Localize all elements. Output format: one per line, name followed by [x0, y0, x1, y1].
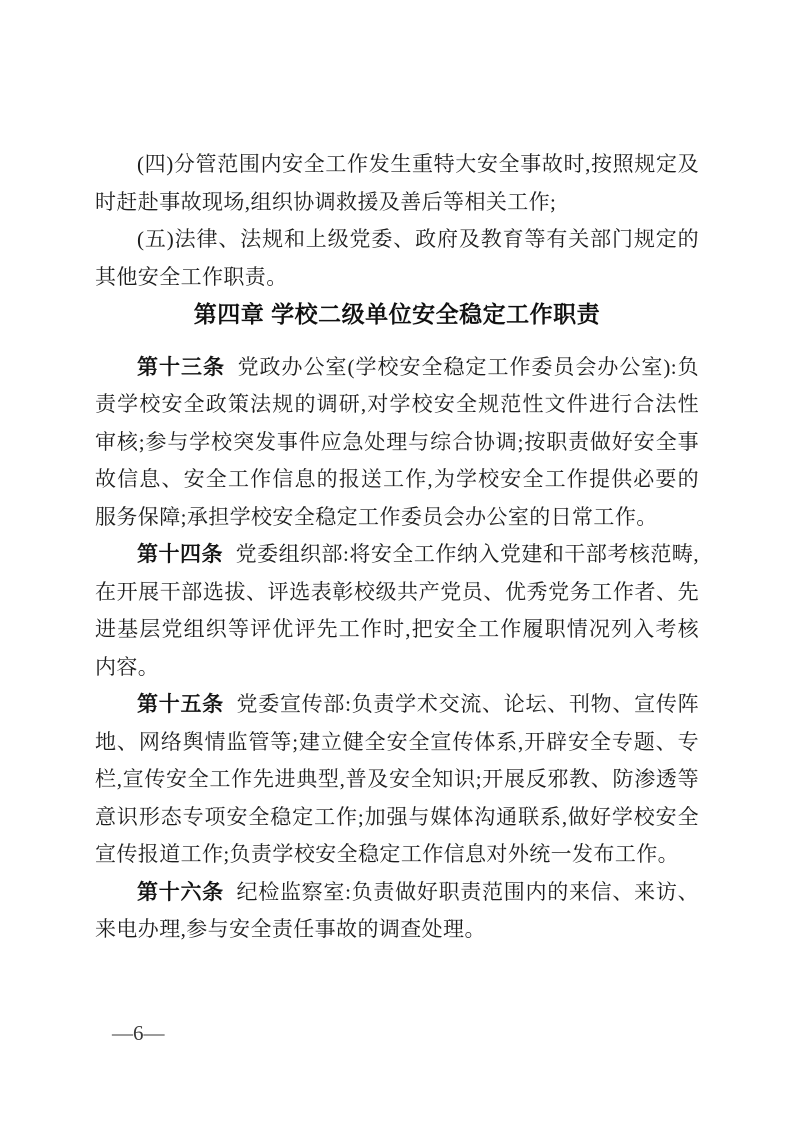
article-14-body: 党委组织部:将安全工作纳入党建和干部考核范畴,在开展干部选拔、评选表彰校级共产党员、优秀党务工作者、先进基层党组织等评优评先工作时,把安全工作履职情况列入考核内容。 [95, 542, 699, 679]
intro-paragraph-4: (四)分管范围内安全工作发生重特大安全事故时,按照规定及时赶赴事故现场,组织协调救援及善后等相关工作; [95, 152, 699, 214]
article-paragraph-13 [95, 349, 699, 537]
article-paragraph-15 [95, 686, 699, 874]
page-number: —6— [112, 1021, 165, 1045]
article-paragraph-16 [95, 874, 699, 949]
article-15-label: 第十五条 [137, 692, 224, 716]
chapter-heading: 第四章 学校二级单位安全稳定工作职责 [193, 301, 601, 327]
article-16-label: 第十六条 [137, 879, 224, 904]
intro-paragraph-5: (五)法律、法规和上级党委、政府及教育等有关部门规定的其他安全工作职责。 [95, 227, 699, 289]
article-13-label: 第十三条 [137, 354, 225, 379]
document-content [95, 146, 699, 949]
article-13-body: 党政办公室(学校安全稳定工作委员会办公室):负责学校安全政策法规的调研,对学校安全规范性文件进行合法性审核;参与学校突发事件应急处理与综合协调;按职责做好安全事故信息、安全工作信息的报送工作,为学校安全工作提供必要的服务保障;承担学校安全稳定工作委员会办公室的日常工作。 [95, 354, 699, 529]
article-14-label: 第十四条 [137, 542, 223, 566]
article-paragraph-14 [95, 536, 699, 686]
article-15-body: 党委宣传部:负责学术交流、论坛、刊物、宣传阵地、网络舆情监管等;建立健全安全宣传体系,开辟安全专题、专栏,宣传安全工作先进典型,普及安全知识;开展反邪教、防渗透等意识形态专项安全稳定工作;加强与媒体沟通联系,做好学校安全宣传报道工作;负责学校安全稳定工作信息对外统一发布工作。 [95, 692, 699, 866]
article-16-body: 纪检监察室:负责做好职责范围内的来信、来访、来电办理,参与安全责任事故的调查处理。 [95, 879, 699, 941]
